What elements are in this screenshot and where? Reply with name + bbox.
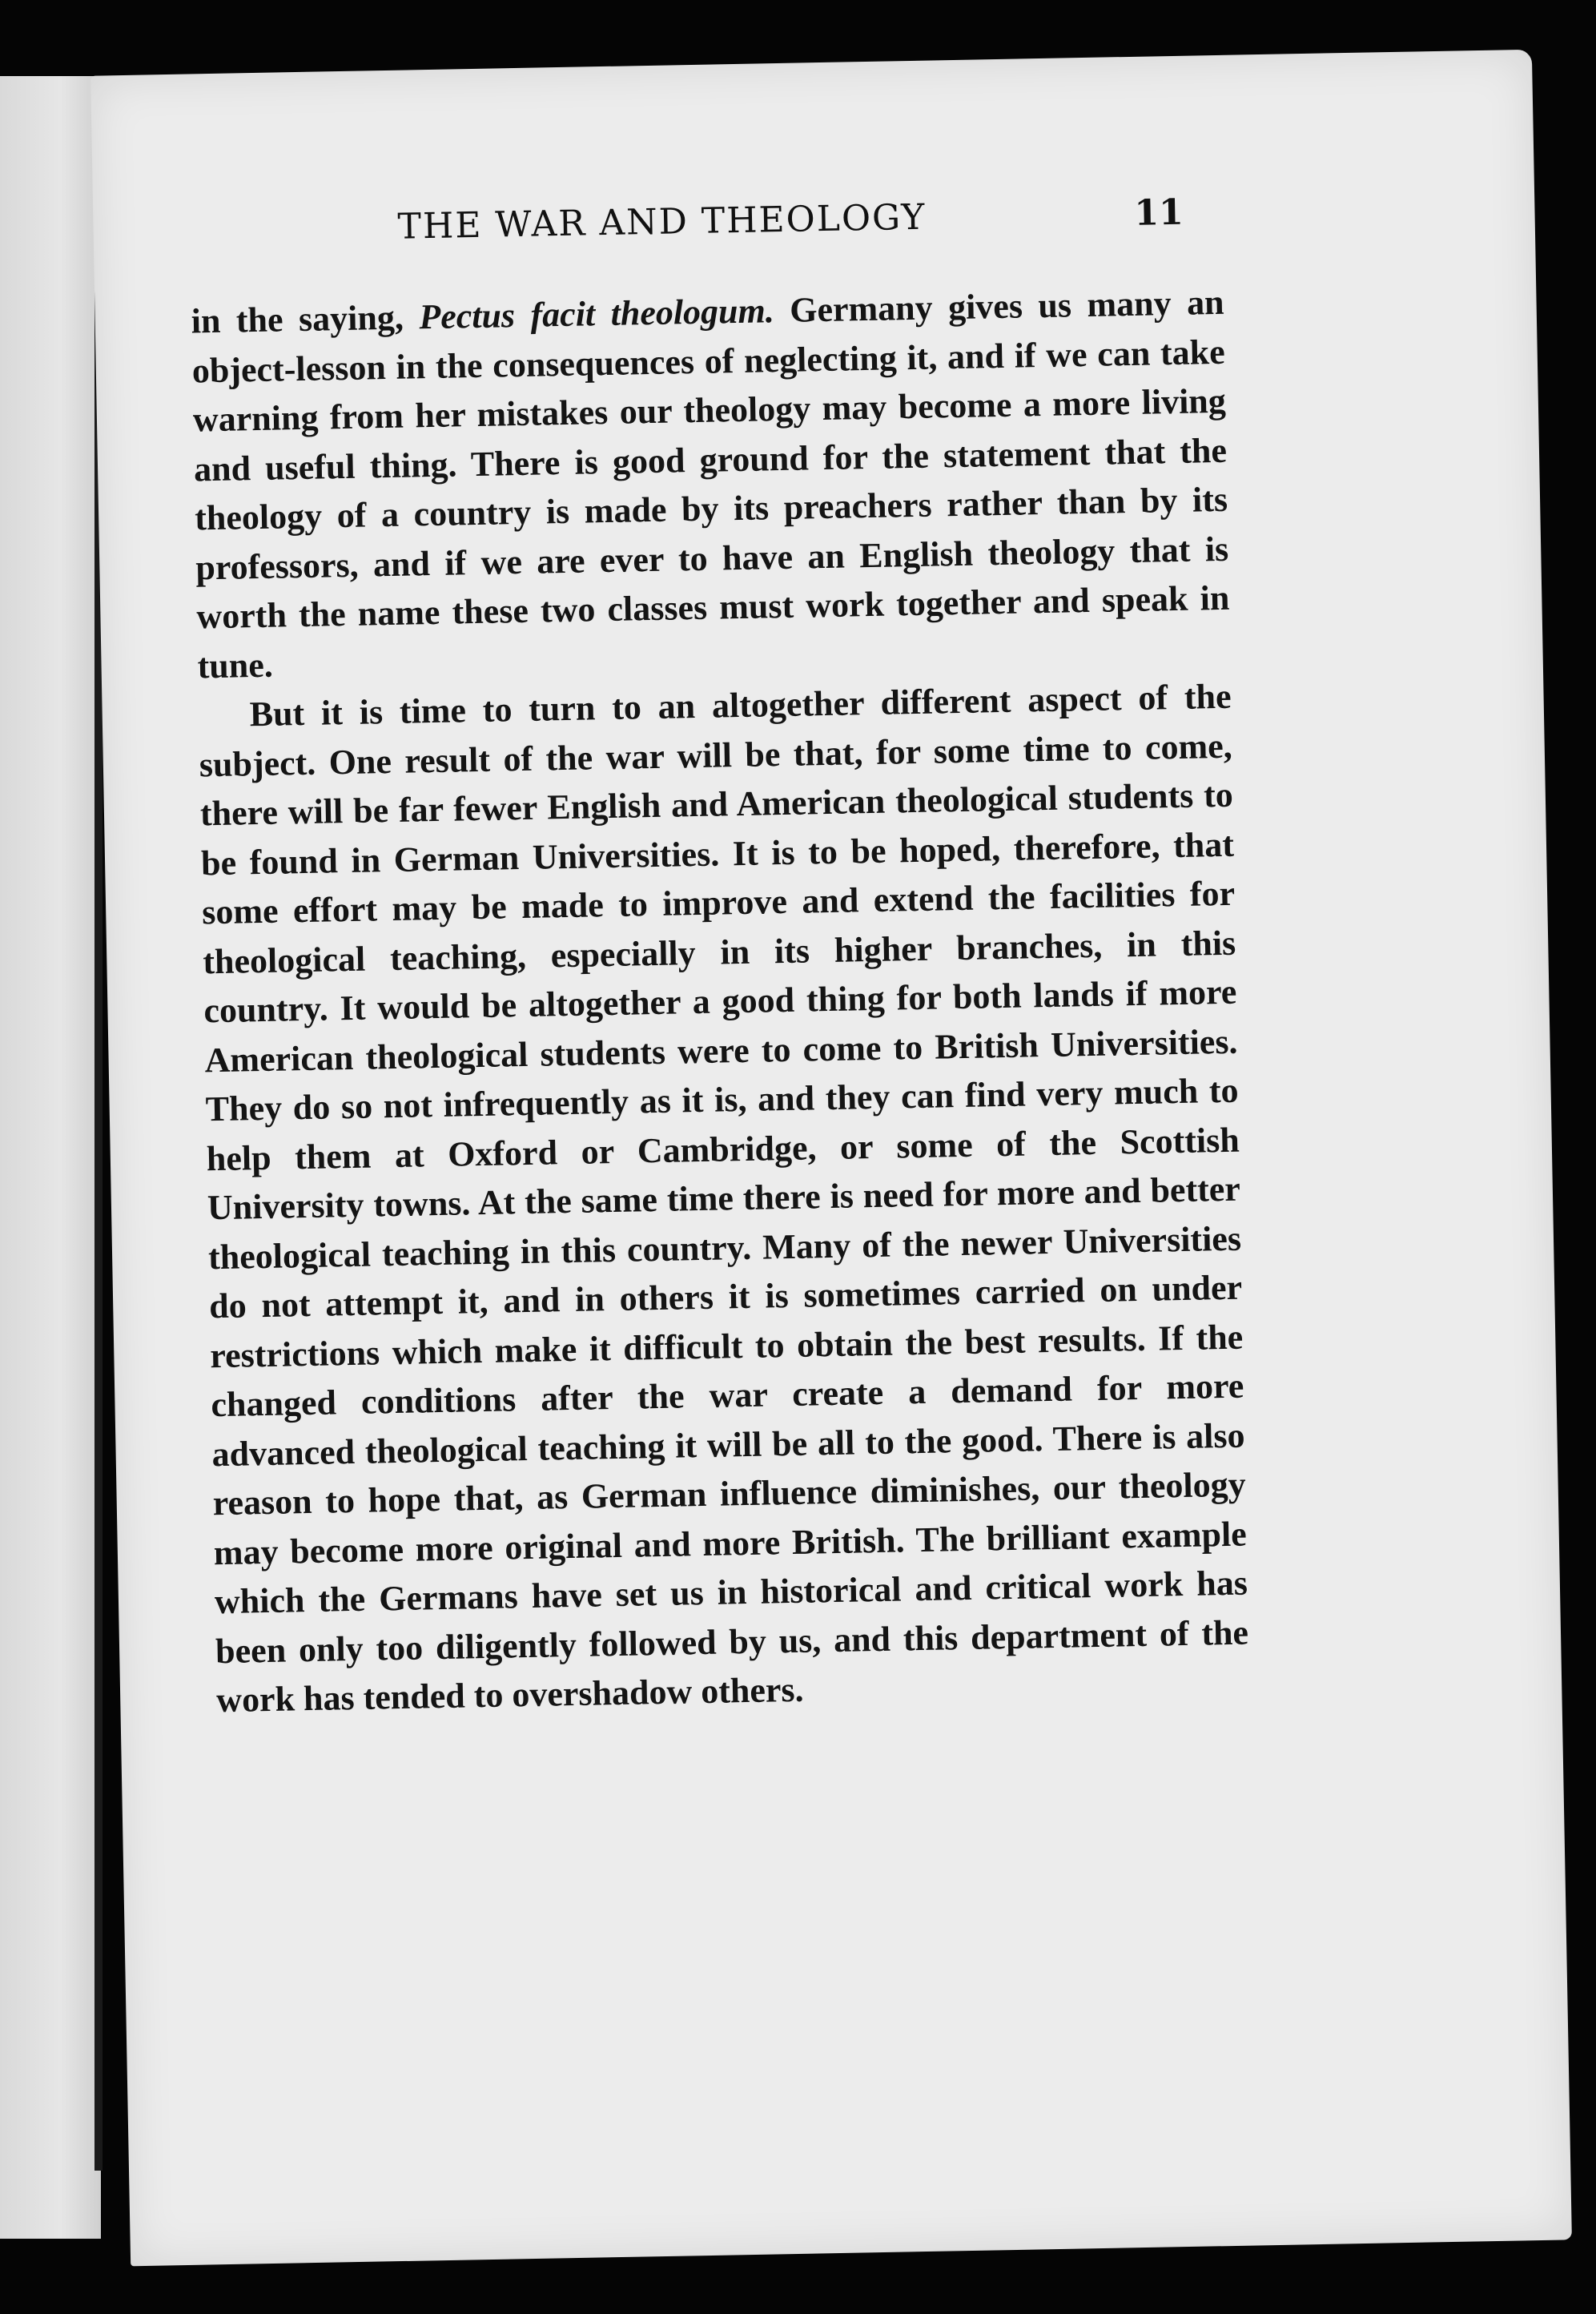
running-title: THE WAR AND THEOLOGY [397, 196, 927, 247]
running-head [189, 191, 1231, 259]
page-number: 11 [1133, 191, 1184, 234]
latin-quote: Pectus facit theologum. [418, 291, 775, 337]
paragraph-1-lead: in the saying, [191, 297, 420, 341]
paragraph-1-rest: Germany gives us many an object-lesson in the consequences of neglecting it, and if we can take warning from her mistakes our theology may become a more living and useful thing. There is good ground for the statement that the theology of a country is made by its preachers rather than by its professors, and if we are ever to have an English theology that is worth the name these two classes must work together and speak in tune. [191, 282, 1230, 686]
paragraph-2: But it is time to turn to an altogether different aspect of the subject. One result of the war will be that, for some time to come, there will be far fewer English and American theological students to be found in German Universities. It is to be hoped, therefore, that some effort may be made to improve and extend the facilities for theological teaching, especially in its higher branches, in this country. It would be altogether a good thing for both lands if more American theological students were to come to British Universities. They do so not infrequently as it is, and they can find very much to help them at Oxford or Cambridge, or some of the Scottish University towns. At the same time there is need for more and better theological teaching in this country. Many of the newer Universities do not attempt it, and in others it is sometimes carried on under restrictions which make it difficult to obtain the best results. If the changed conditions after the war create a demand for more advanced theological teaching it will be all to the good. There is also reason to hope that, as German influence diminishes, our theology may become more original and more British. The brilliant example which the Germans have set us in historical and critical work has been only too diligently followed by us, and this department of the work has tended to overshadow others. [199, 676, 1249, 1720]
facing-page-edge [0, 76, 101, 2239]
page-content [189, 191, 1257, 1725]
book-page [90, 50, 1572, 2267]
paragraph-continued [191, 278, 1231, 691]
body-text [191, 278, 1249, 1725]
